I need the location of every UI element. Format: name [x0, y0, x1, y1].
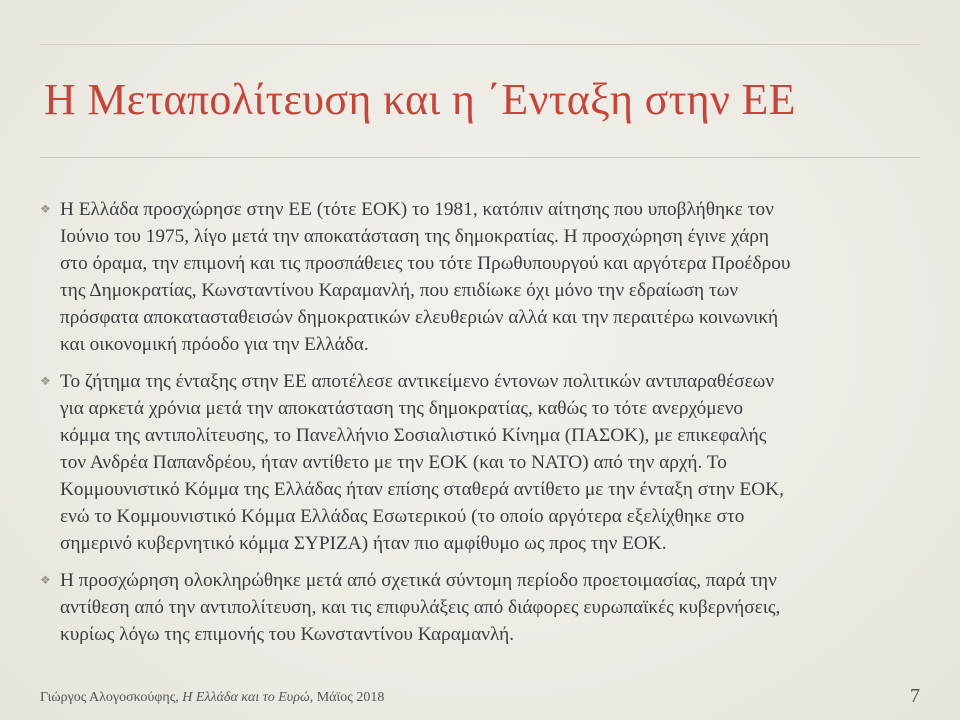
- bullet-text: Η προσχώρηση ολοκληρώθηκε μετά από σχετικά σύντομη περίοδο προετοιμασίας, παρά την αντίθεση από την αντιπολίτευση, και τις επιφυλάξεις από διάφορες ευρωπαϊκές κυβερνήσεις, κυρίως λόγω της επιμονής του Κωνσταντίνου Καραμανλή.: [60, 570, 781, 645]
- bullet-list: [40, 196, 920, 658]
- footer-date: , Μάϊος 2018: [309, 690, 385, 705]
- footer-author: Γιώργος Αλογοσκούφης,: [40, 690, 183, 705]
- page-number: 7: [910, 685, 920, 707]
- slide-title: Η Μεταπολίτευση και η ΄Ενταξη στην ΕΕ: [44, 75, 796, 124]
- bullet-item: [40, 196, 920, 358]
- top-divider: [40, 44, 920, 45]
- diamond-bullet-icon: ❖: [40, 374, 51, 388]
- footer-book-title: Η Ελλάδα και το Ευρώ: [182, 690, 310, 705]
- bullet-text: Η Ελλάδα προσχώρησε στην ΕΕ (τότε ΕΟΚ) το 1981, κατόπιν αίτησης που υποβλήθηκε τον Ιούνιο του 1975, λίγο μετά την αποκατάσταση της δημοκρατίας. Η προσχώρηση έγινε χάρη στο όραμα, την επιμονή και τις προσπάθειες του τότε Πρωθυπουργού και αργότερα Προέδρου της Δημοκρατίας, Κωνσταντίνου Καραμανλή, που επιδίωκε όχι μόνο την εδραίωση των πρόσφατα αποκατασταθεισών δημοκρατικών ελευθεριών αλλά και την περαιτέρω κοινωνική και οικονομική πρόοδο για την Ελλάδα.: [60, 199, 791, 355]
- bullet-item: [40, 567, 920, 648]
- diamond-bullet-icon: ❖: [40, 202, 51, 216]
- bullet-item: [40, 368, 920, 557]
- bullet-text: Το ζήτημα της ένταξης στην ΕΕ αποτέλεσε αντικείμενο έντονων πολιτικών αντιπαραθέσεων για αρκετά χρόνια μετά την αποκατάσταση της δημοκρατίας, καθώς το τότε ανερχόμενο κόμμα της αντιπολίτευσης, το Πανελλήνιο Σοσιαλιστικό Κίνημα (ΠΑΣΟΚ), με επικεφαλής τον Ανδρέα Παπανδρέου, ήταν αντίθετο με την ΕΟΚ (και το ΝΑΤΟ) από την αρχή. Το Κομμουνιστικό Κόμμα της Ελλάδας ήταν επίσης σταθερά αντίθετο με την ένταξη στην ΕΟΚ, ενώ το Κομμουνιστικό Κόμμα Ελλάδας Εσωτερικού (το οποίο αργότερα εξελίχθηκε στο σημερινό κυβερνητικό κόμμα ΣΥΡΙΖΑ) ήταν πιο αμφίθυμο ως προς την ΕΟΚ.: [60, 371, 784, 554]
- title-divider: [40, 157, 920, 158]
- footer-citation: [40, 690, 384, 706]
- diamond-bullet-icon: ❖: [40, 573, 51, 587]
